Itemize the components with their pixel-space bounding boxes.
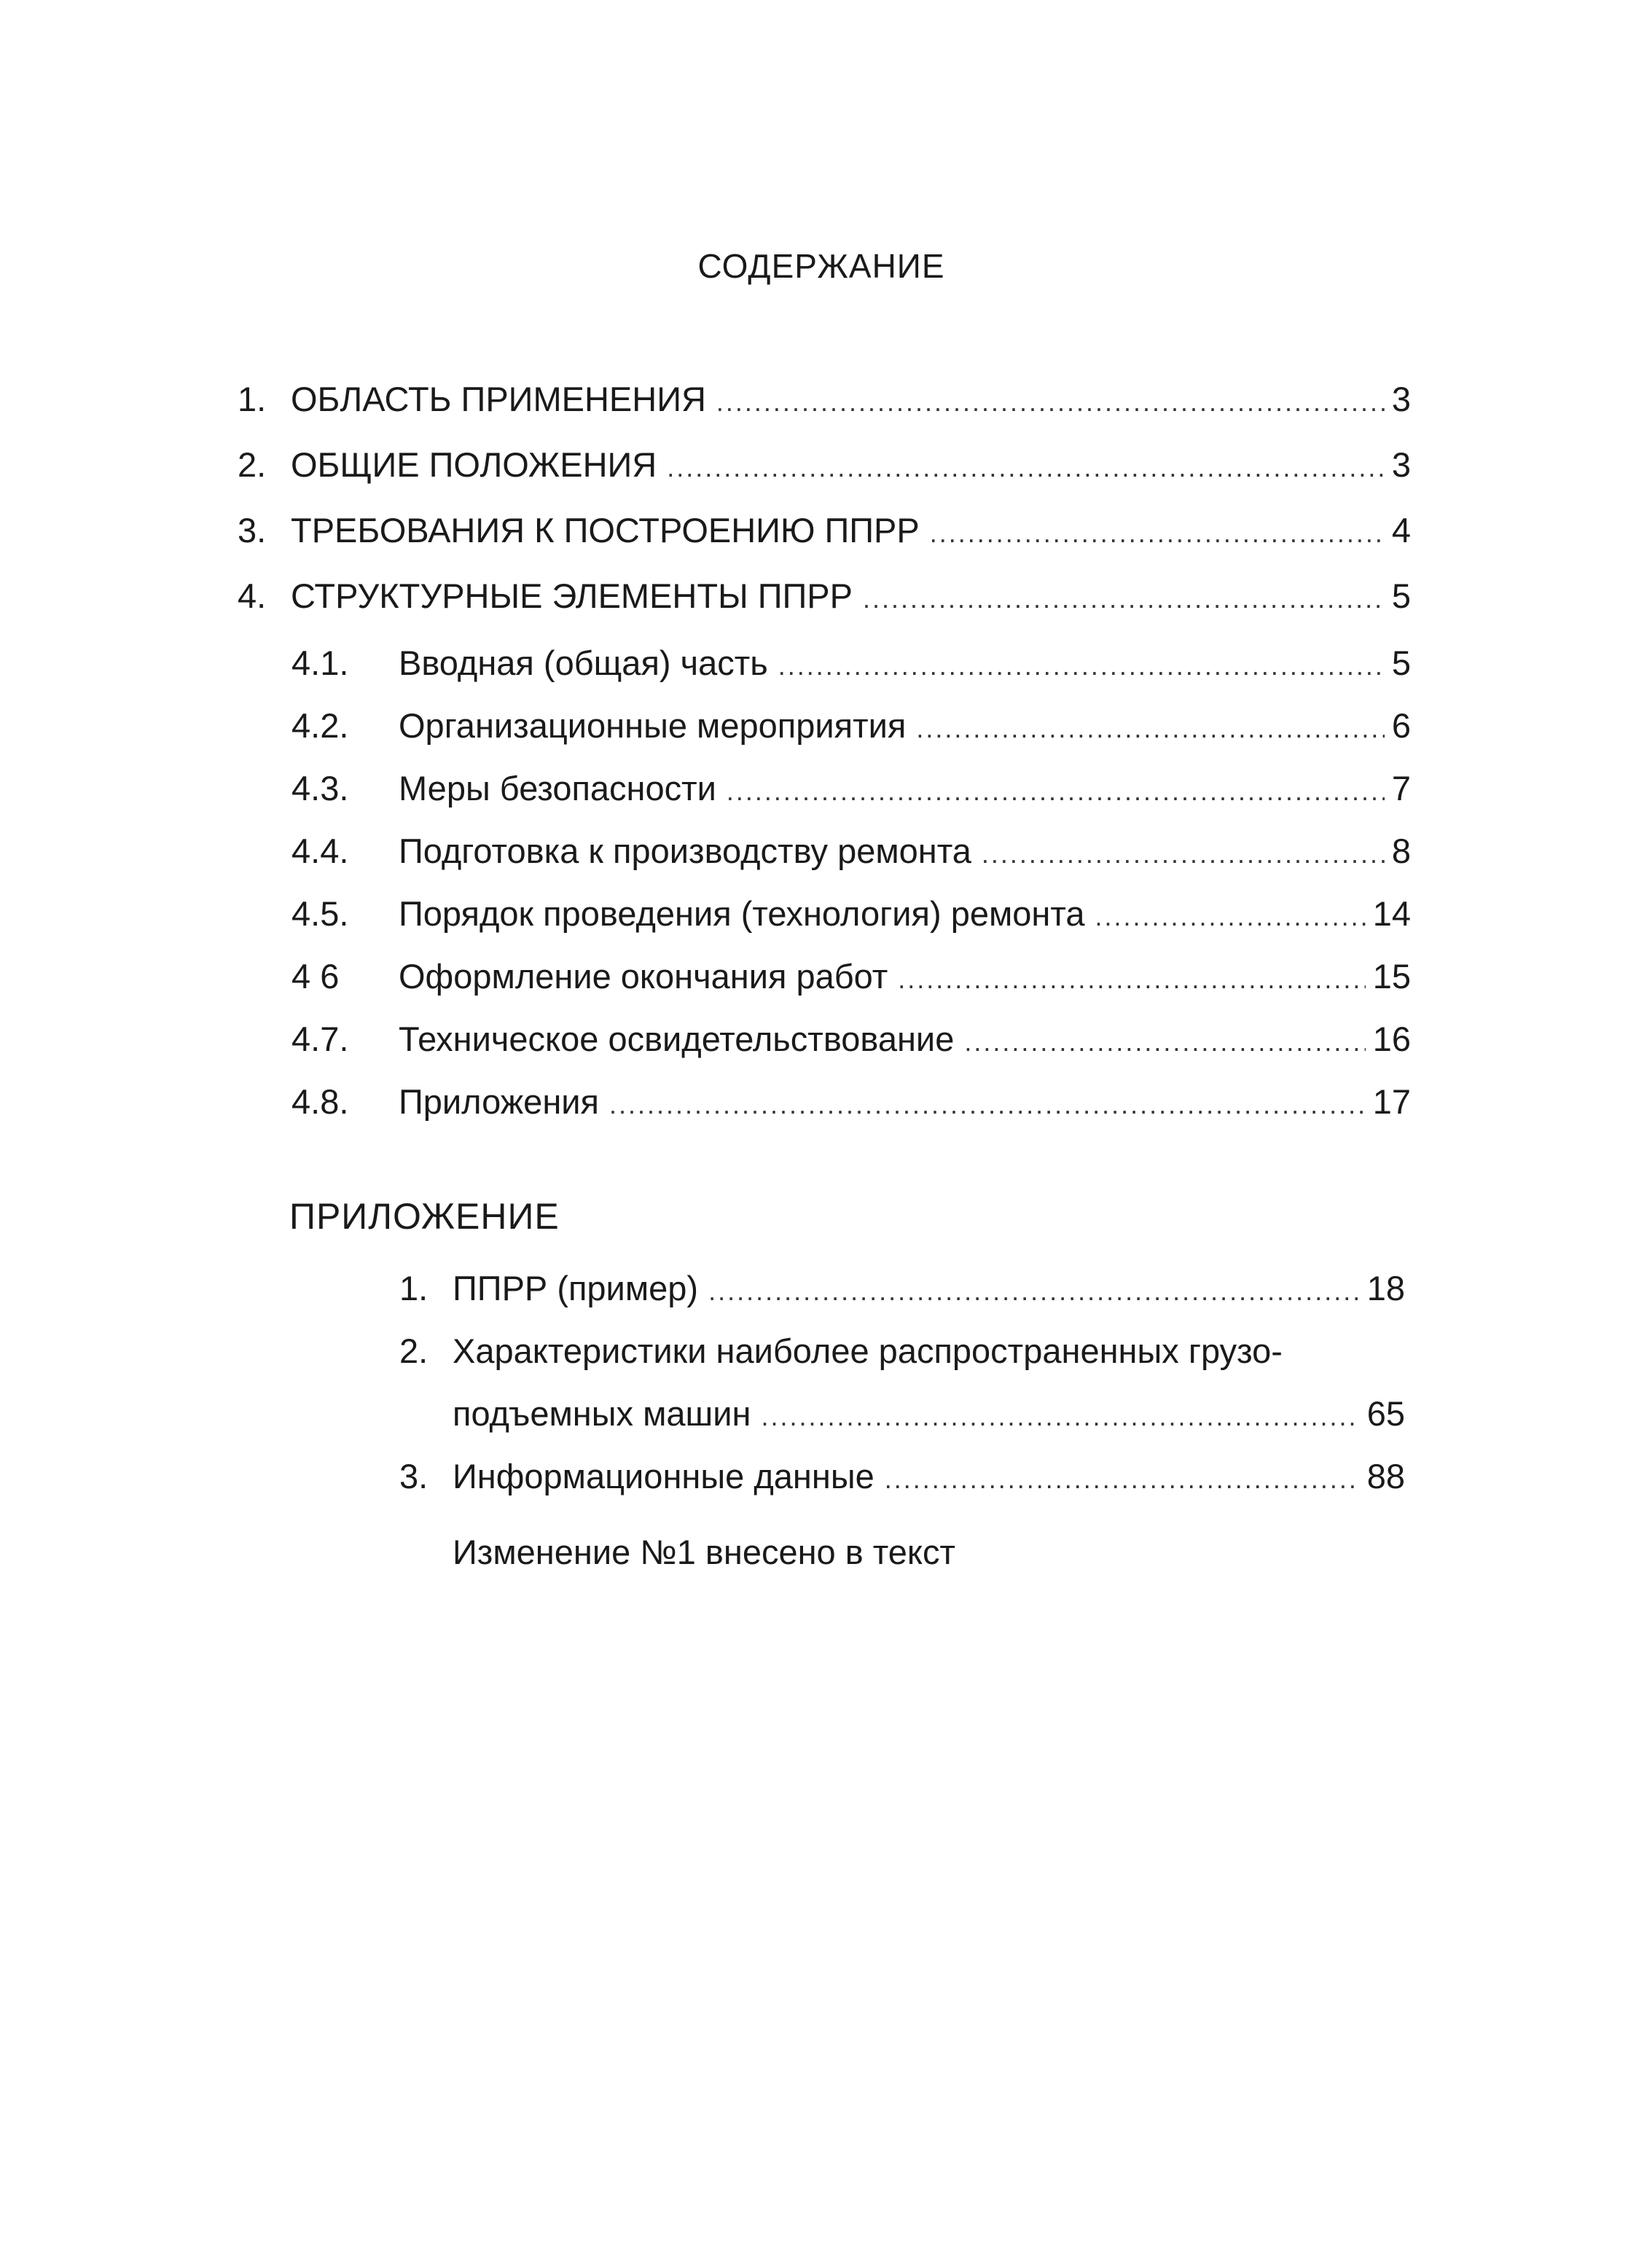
- toc-page-number: 18: [1366, 1269, 1405, 1307]
- toc-number: 2.: [399, 1332, 428, 1370]
- dot-leader: [982, 832, 1385, 876]
- toc-subsection-4-7[interactable]: [291, 1017, 1411, 1064]
- toc-number: 3.: [238, 511, 267, 550]
- appendix-heading: ПРИЛОЖЕНИЕ: [289, 1196, 560, 1237]
- toc-title: ОБЩИЕ ПОЛОЖЕНИЯ: [291, 445, 657, 484]
- toc-section-2[interactable]: [238, 443, 1411, 490]
- toc-page-number: 8: [1391, 832, 1411, 870]
- page-title: СОДЕРЖАНИЕ: [697, 247, 945, 285]
- toc-title: Приложения: [399, 1082, 599, 1121]
- toc-page-number: 16: [1372, 1020, 1411, 1058]
- dot-leader: [667, 446, 1385, 490]
- dot-leader: [885, 1458, 1360, 1501]
- toc-subsection-4-5[interactable]: [291, 892, 1411, 939]
- toc-page-number: 3: [1391, 445, 1411, 484]
- toc-title: СТРУКТУРНЫЕ ЭЛЕМЕНТЫ ППРР: [291, 576, 853, 615]
- dot-leader: [964, 1020, 1365, 1064]
- toc-title: Информационные данные: [453, 1457, 874, 1495]
- toc-appendix-3[interactable]: [399, 1455, 1405, 1501]
- toc-number: 1.: [238, 380, 267, 418]
- toc-number: 2.: [238, 445, 267, 484]
- toc-subsection-4-8[interactable]: [291, 1080, 1411, 1127]
- toc-title: Характеристики наиболее распространенных грузо-: [453, 1332, 1283, 1370]
- toc-title: Оформление окончания работ: [399, 957, 888, 996]
- dot-leader: [863, 577, 1385, 621]
- toc-subsection-4-2[interactable]: [291, 704, 1411, 751]
- toc-title: Вводная (общая) часть: [399, 644, 768, 682]
- toc-subsection-4-3[interactable]: [291, 767, 1411, 813]
- toc-title: ППРР (пример): [453, 1269, 699, 1307]
- toc-subsection-4-6[interactable]: [291, 955, 1411, 1001]
- toc-title: Техническое освидетельствование: [399, 1020, 955, 1058]
- toc-appendix-2-continuation[interactable]: [399, 1392, 1405, 1439]
- toc-page-number: 4: [1391, 511, 1411, 550]
- toc-page-number: 5: [1391, 576, 1411, 615]
- toc-number: 3.: [399, 1457, 428, 1495]
- toc-number: 4.7.: [291, 1020, 349, 1058]
- toc-section-1[interactable]: [238, 378, 1411, 424]
- toc-title: Меры безопасности: [399, 769, 716, 808]
- toc-number: 4 6: [291, 957, 340, 996]
- change-note: Изменение №1 внесено в текст: [453, 1533, 956, 1571]
- toc-number: 4.4.: [291, 832, 349, 870]
- dot-leader: [930, 512, 1385, 555]
- toc-page-number: 3: [1391, 380, 1411, 418]
- toc-number: 4.5.: [291, 894, 349, 933]
- toc-title-continuation: подъемных машин: [453, 1394, 751, 1433]
- toc-title: ОБЛАСТЬ ПРИМЕНЕНИЯ: [291, 380, 706, 418]
- toc-page-number: 14: [1372, 894, 1411, 933]
- dot-leader: [778, 644, 1385, 688]
- dot-leader: [761, 1395, 1359, 1439]
- toc-number: 1.: [399, 1269, 428, 1307]
- toc-number: 4.3.: [291, 769, 349, 808]
- toc-page-number: 15: [1372, 957, 1411, 996]
- dot-leader: [727, 770, 1385, 813]
- toc-number: 4.1.: [291, 644, 349, 682]
- dot-leader: [1095, 895, 1366, 939]
- toc-page-number: 7: [1391, 769, 1411, 808]
- dot-leader: [609, 1083, 1366, 1127]
- toc-section-3[interactable]: [238, 509, 1411, 555]
- toc-subsection-4-1[interactable]: [291, 641, 1411, 688]
- toc-section-4[interactable]: [238, 574, 1411, 621]
- toc-title: Организационные мероприятия: [399, 706, 907, 745]
- toc-number: 4.8.: [291, 1082, 349, 1121]
- toc-page-number: 88: [1366, 1457, 1405, 1495]
- toc-appendix-1[interactable]: [399, 1267, 1405, 1313]
- toc-number: 4.2.: [291, 706, 349, 745]
- dot-leader: [716, 380, 1385, 424]
- toc-number: 4.: [238, 576, 267, 615]
- dot-leader: [916, 707, 1385, 751]
- toc-page-number: 17: [1372, 1082, 1411, 1121]
- toc-title: Подготовка к производству ремонта: [399, 832, 971, 870]
- toc-appendix-2[interactable]: [399, 1329, 1283, 1373]
- toc-title: ТРЕБОВАНИЯ К ПОСТРОЕНИЮ ППРР: [291, 511, 920, 550]
- toc-page-number: 5: [1391, 644, 1411, 682]
- dot-leader: [898, 958, 1365, 1001]
- toc-page-number: 65: [1366, 1394, 1405, 1433]
- toc-title: Порядок проведения (технология) ремонта: [399, 894, 1085, 933]
- toc-page-number: 6: [1391, 706, 1411, 745]
- dot-leader: [708, 1270, 1360, 1313]
- toc-subsection-4-4[interactable]: [291, 829, 1411, 876]
